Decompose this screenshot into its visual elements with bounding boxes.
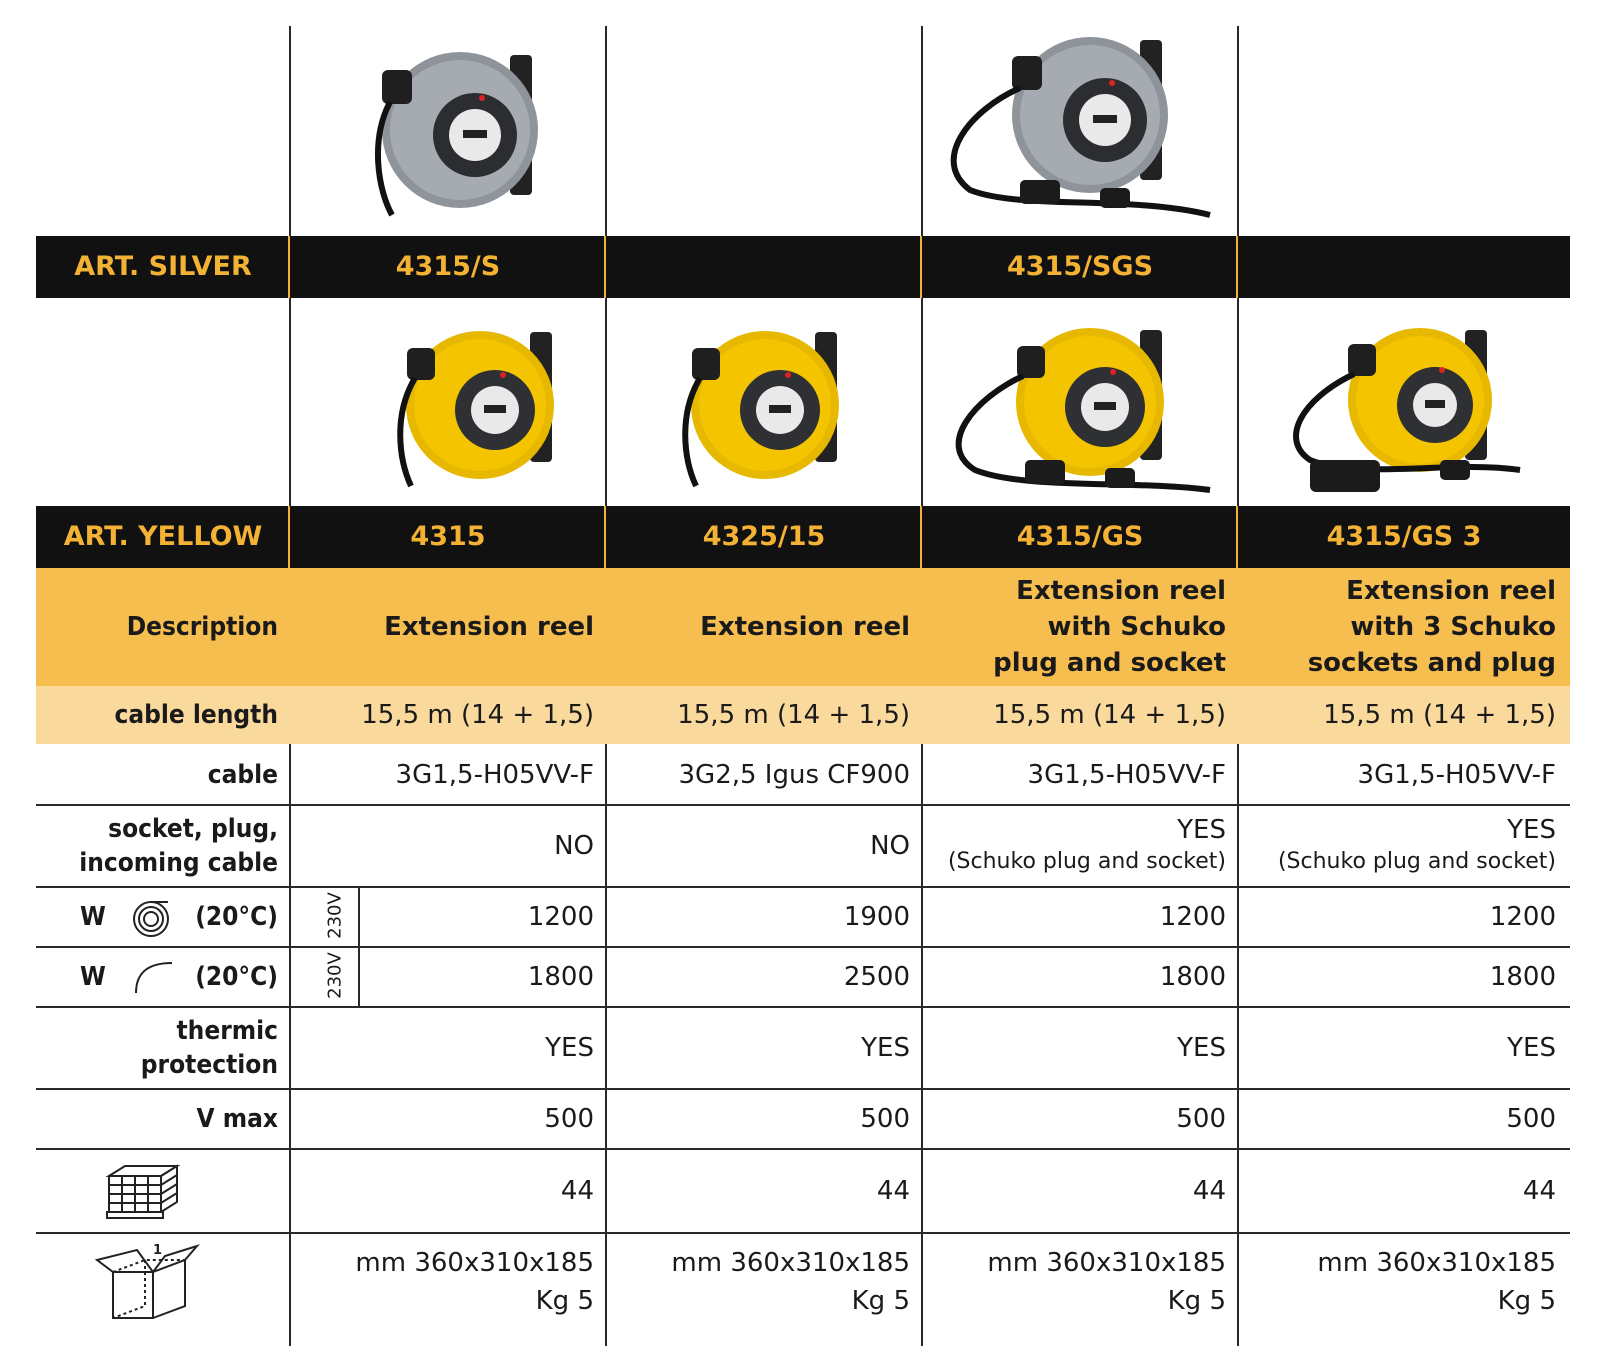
socket-label-line: incoming cable	[79, 848, 278, 878]
box-icon	[93, 1242, 203, 1322]
box-value	[922, 1234, 1238, 1330]
description-line: plug and socket	[993, 648, 1226, 678]
description-line: with 3 Schuko	[1350, 612, 1556, 642]
yellow-reel-image	[1280, 320, 1525, 500]
w-coiled-value: 1200	[1159, 902, 1226, 932]
vmax-value: 500	[1176, 1104, 1226, 1134]
box-weight: Kg 5	[851, 1286, 910, 1316]
w-uncoiled-value: 1800	[527, 962, 594, 992]
cable-value: 3G2,5 Igus CF900	[678, 760, 910, 790]
cable-length-value: 15,5 m (14 + 1,5)	[993, 700, 1226, 730]
socket-row	[36, 806, 1570, 886]
cable-value: 3G1,5-H05VV-F	[1027, 760, 1226, 790]
cable-length-label: cable length	[114, 700, 278, 730]
temp-label: (20°C)	[195, 902, 278, 932]
w-uncoiled-value: 2500	[843, 962, 910, 992]
socket-main: NO	[870, 831, 910, 861]
description-cell	[606, 568, 922, 686]
silver-reel-image	[930, 30, 1220, 225]
box-value	[1238, 1234, 1570, 1330]
socket-value	[1238, 806, 1570, 886]
pallet-value: 44	[1522, 1176, 1556, 1206]
vmax-row	[36, 1090, 1570, 1148]
thermic-label-line: protection	[140, 1050, 278, 1080]
cable-value: 3G1,5-H05VV-F	[395, 760, 594, 790]
description-label: Description	[126, 612, 278, 642]
socket-label-line: socket, plug,	[108, 814, 278, 844]
w-uncoiled-label	[36, 948, 290, 1006]
yellow-reel-image	[670, 320, 860, 490]
silver-label: ART. SILVER	[74, 251, 252, 282]
box-size: mm 360x310x185	[671, 1248, 910, 1278]
box-size: mm 360x310x185	[987, 1248, 1226, 1278]
description-line: Extension reel	[700, 612, 910, 642]
yellow-code-2: 4325/15	[702, 521, 826, 552]
voltage-label: 230V	[324, 892, 346, 939]
description-line: Extension reel	[1016, 576, 1226, 606]
box-weight: Kg 5	[1497, 1286, 1556, 1316]
w-coiled-value: 1900	[843, 902, 910, 932]
cable-length-row	[36, 686, 1570, 744]
thermic-label-line: thermic	[176, 1016, 278, 1046]
socket-value	[922, 806, 1238, 886]
socket-main: YES	[1177, 815, 1226, 845]
w-coiled-label	[36, 888, 290, 946]
w-coiled-value: 1200	[527, 902, 594, 932]
thermic-value: YES	[1177, 1033, 1226, 1063]
cable-length-value: 15,5 m (14 + 1,5)	[677, 700, 910, 730]
thermic-row	[36, 1008, 1570, 1088]
yellow-header-bar	[36, 506, 1570, 568]
yellow-code-1: 4315	[410, 521, 486, 552]
pallet-value: 44	[876, 1176, 910, 1206]
box-size: mm 360x310x185	[355, 1248, 594, 1278]
pallet-value: 44	[560, 1176, 594, 1206]
cable-row	[36, 746, 1570, 804]
yellow-code-3: 4315/GS	[1016, 521, 1144, 552]
yellow-code-4: 4315/GS 3	[1326, 521, 1482, 552]
yellow-reel-image	[935, 320, 1215, 495]
thermic-value: YES	[545, 1033, 594, 1063]
box-weight: Kg 5	[1167, 1286, 1226, 1316]
socket-main: NO	[554, 831, 594, 861]
cable-value: 3G1,5-H05VV-F	[1357, 760, 1556, 790]
description-line: Extension reel	[1346, 576, 1556, 606]
silver-code-3: 4315/SGS	[1006, 251, 1154, 282]
voltage-label: 230V	[324, 952, 346, 999]
box-size: mm 360x310x185	[1317, 1248, 1556, 1278]
vmax-value: 500	[860, 1104, 910, 1134]
socket-sub: (Schuko plug and socket)	[1277, 849, 1556, 874]
box-weight: Kg 5	[535, 1286, 594, 1316]
w-symbol: W	[80, 962, 106, 992]
thermic-value: YES	[861, 1033, 910, 1063]
description-line: with Schuko	[1047, 612, 1226, 642]
box-value	[290, 1234, 606, 1330]
thermic-label	[36, 1008, 290, 1088]
w-uncoiled-value: 1800	[1159, 962, 1226, 992]
description-cell	[1238, 568, 1570, 686]
description-cell	[922, 568, 1238, 686]
w-uncoiled-row	[36, 948, 1570, 1006]
box-number: 1	[153, 1243, 163, 1258]
pallet-icon	[105, 1160, 181, 1222]
silver-reel-image	[360, 40, 560, 220]
box-value	[606, 1234, 922, 1330]
description-line: Extension reel	[384, 612, 594, 642]
box-label	[36, 1234, 290, 1330]
silver-code-4	[1238, 236, 1570, 298]
socket-value	[606, 806, 922, 886]
description-cell	[290, 568, 606, 686]
temp-label: (20°C)	[195, 962, 278, 992]
silver-code-1: 4315/S	[395, 251, 501, 282]
yellow-reel-image	[385, 320, 575, 490]
pallet-label	[36, 1150, 290, 1232]
thermic-value: YES	[1507, 1033, 1556, 1063]
socket-main: YES	[1507, 815, 1556, 845]
w-coiled-value: 1200	[1489, 902, 1556, 932]
cable-length-value: 15,5 m (14 + 1,5)	[1323, 700, 1556, 730]
voltage-column-border	[358, 888, 360, 1006]
pallet-value: 44	[1192, 1176, 1226, 1206]
socket-value	[290, 806, 606, 886]
uncoiled-cable-icon	[128, 957, 174, 997]
vmax-value: 500	[544, 1104, 594, 1134]
silver-code-2	[606, 236, 922, 298]
socket-label	[36, 806, 290, 886]
vmax-value: 500	[1506, 1104, 1556, 1134]
cable-label: cable	[207, 760, 278, 790]
w-uncoiled-value: 1800	[1489, 962, 1556, 992]
socket-sub: (Schuko plug and socket)	[947, 849, 1226, 874]
pallet-row	[36, 1150, 1570, 1232]
vmax-label: V max	[196, 1104, 278, 1134]
box-row	[36, 1234, 1570, 1330]
yellow-label: ART. YELLOW	[63, 521, 263, 552]
cable-length-value: 15,5 m (14 + 1,5)	[361, 700, 594, 730]
w-symbol: W	[80, 902, 106, 932]
coiled-cable-icon	[128, 897, 174, 937]
silver-header-bar	[36, 236, 1570, 298]
w-coiled-row	[36, 888, 1570, 946]
description-row	[36, 568, 1570, 686]
description-line: sockets and plug	[1307, 648, 1556, 678]
